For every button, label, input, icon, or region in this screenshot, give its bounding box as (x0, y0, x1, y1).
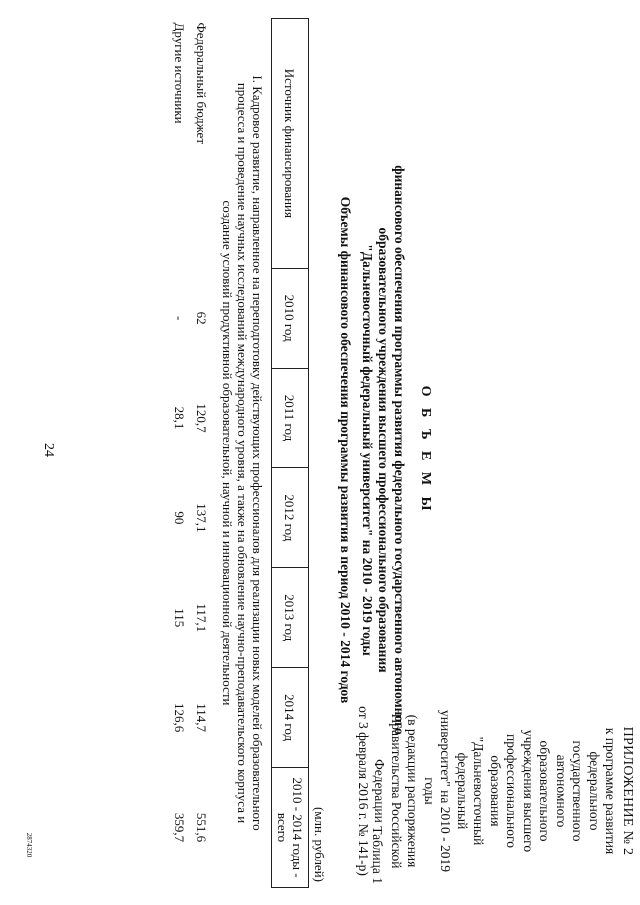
row-value: 62 (194, 311, 209, 325)
header-2013: 2013 год (272, 568, 309, 668)
rotated-page-content (65, 10, 635, 890)
title-heading: О Б Ъ Е М Ы (418, 385, 433, 515)
appendix-line: государственного автономного (554, 740, 586, 842)
title-line: образовательного учреждения высшего профессионального образования (376, 227, 391, 673)
section-row (212, 19, 272, 888)
row-source: Другие источники (172, 22, 187, 124)
title-line: "Дальневосточный федеральный университет" на 2010 - 2019 годы (360, 244, 375, 656)
document-title (359, 10, 433, 890)
appendix-line: "Дальневосточный федеральный (455, 736, 487, 846)
page-number: 24 (41, 443, 56, 457)
row-value: 359,7 (172, 812, 187, 843)
table-subtitle: Объемы финансового обеспечения программы развития в период 2010 - 2014 годов (338, 196, 353, 704)
appendix-line: к программе развития федерального (587, 727, 619, 855)
document-code: 2874320 (25, 832, 33, 858)
title-line: финансового обеспечения программы развития федерального государственного автономного (392, 165, 407, 735)
header-total: 2010 - 2014 годы - всего (272, 768, 309, 888)
header-source: Источник финансирования (272, 19, 309, 269)
appendix-heading: ПРИЛОЖЕНИЕ № 2 (620, 726, 635, 856)
appendix-line: университет" на 2010 - 2019 годы (422, 710, 454, 872)
table-header-row (272, 19, 309, 888)
table-unit: (млн. рублей) (312, 807, 327, 882)
row-value: 117,1 (194, 603, 209, 633)
row-value: 551,6 (194, 812, 209, 843)
header-2012: 2012 год (272, 468, 309, 568)
table-caption: Таблица 1 (370, 826, 385, 884)
appendix-line: образовательного учреждения высшего (521, 729, 553, 853)
section-text: I. Кадровое развитие, направленное на переподготовку действующих профессионалов для реализации новых моделей образовательного процесса и проведение научных исследований международного уровня, а также на обновление научно-преподавательского корпуса и создание условий продуктивной образовательной, научной и инновационной деятельности (220, 75, 265, 831)
row-value: 115 (172, 608, 187, 628)
table-row (190, 19, 212, 888)
table-row (168, 19, 190, 888)
row-value: 137,1 (194, 503, 209, 533)
row-value: 90 (172, 511, 187, 525)
row-source: Федеральный бюджет (194, 22, 209, 144)
appendix-line: Правительства Российской Федерации (372, 713, 404, 869)
header-2014: 2014 год (272, 668, 309, 768)
header-2010: 2010 год (272, 268, 309, 368)
row-value: 120,7 (194, 403, 209, 433)
appendix-line: профессионального образования (488, 734, 520, 848)
financing-table (168, 18, 309, 888)
row-value: 28,1 (172, 406, 187, 430)
row-value: - (172, 315, 187, 321)
row-value: 114,7 (194, 703, 209, 733)
row-value: 126,6 (172, 703, 187, 733)
header-2011: 2011 год (272, 368, 309, 468)
appendix-line: (в редакции распоряжения (405, 714, 421, 868)
appendix-line: от 3 февраля 2016 г. № 141-р) (356, 706, 371, 876)
